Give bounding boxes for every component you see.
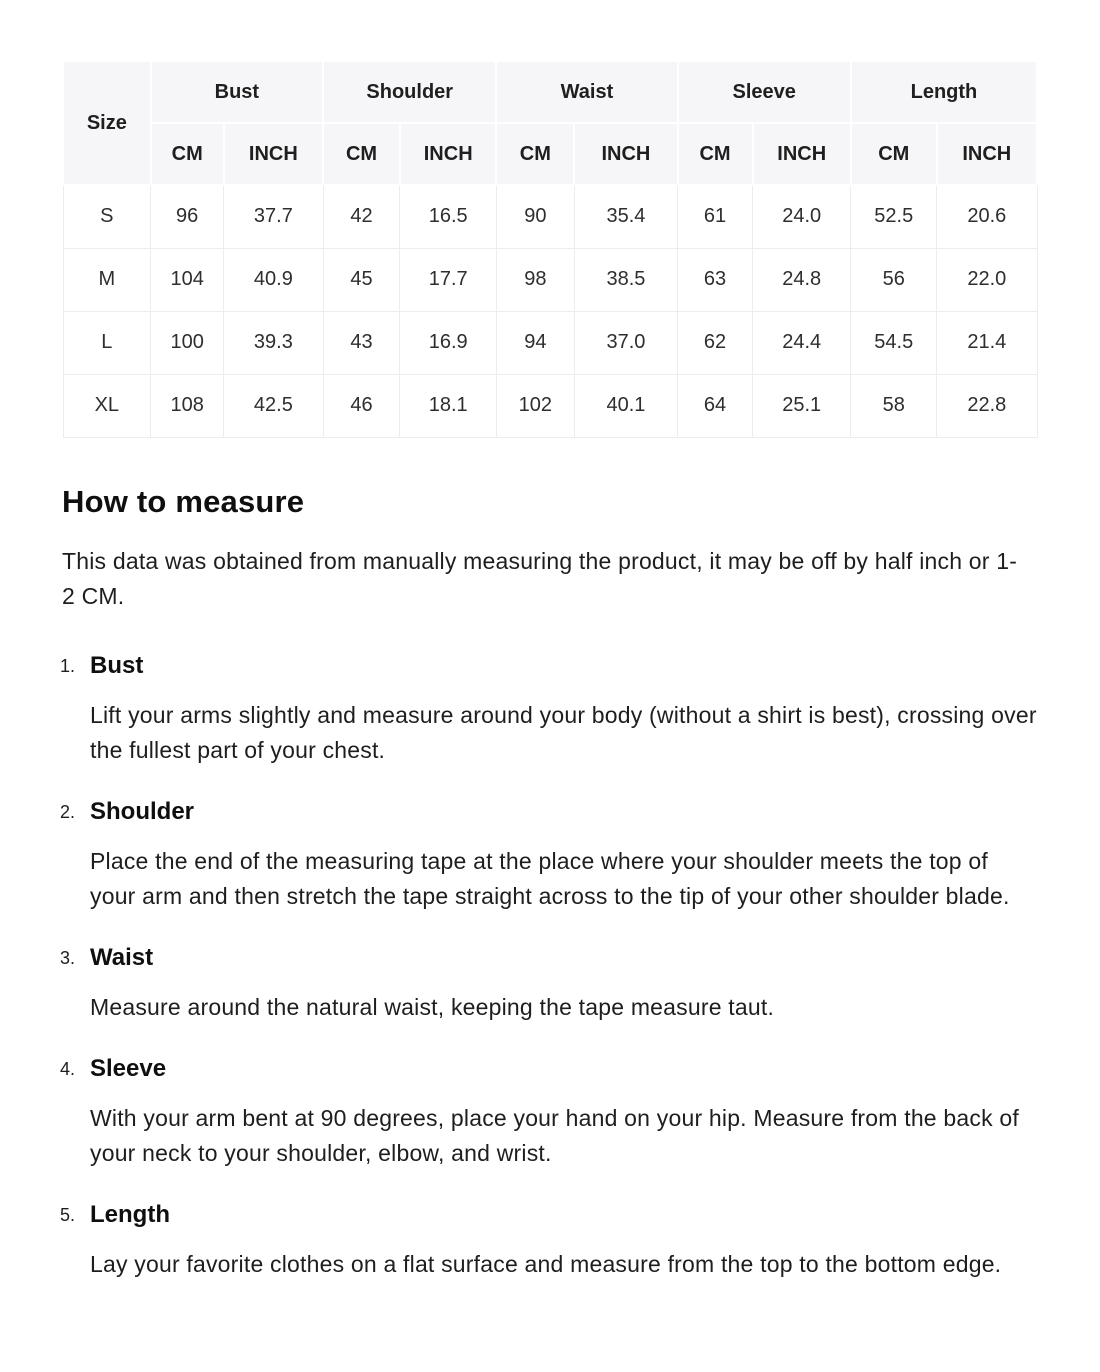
value-cell: 38.5: [574, 248, 677, 311]
unit-header-waist-inch: INCH: [574, 123, 677, 185]
size-chart-table: [62, 60, 1038, 438]
value-cell: 104: [151, 248, 224, 311]
value-cell: 37.7: [224, 185, 323, 248]
group-header-shoulder: Shoulder: [323, 61, 496, 123]
step-term: Bust: [90, 651, 144, 679]
unit-header-sleeve-inch: INCH: [753, 123, 851, 185]
step-description: Lay your favorite clothes on a flat surface and measure from the top to the bottom edge.: [90, 1250, 1002, 1277]
value-cell: 63: [678, 248, 753, 311]
group-header-length: Length: [851, 61, 1037, 123]
table-row-l: [63, 311, 1037, 374]
unit-header-waist-cm: CM: [496, 123, 574, 185]
size-column-header: Size: [63, 61, 151, 185]
value-cell: 96: [151, 185, 224, 248]
step-description: Place the end of the measuring tape at the place where your shoulder meets the top of your arm and then stretch the tape straight across to the tip of your other shoulder blade.: [90, 847, 1010, 909]
value-cell: 24.8: [753, 248, 851, 311]
value-cell: 64: [678, 374, 753, 437]
value-cell: 54.5: [851, 311, 937, 374]
value-cell: 108: [151, 374, 224, 437]
value-cell: 17.7: [400, 248, 496, 311]
intro-text: This data was obtained from manually measuring the product, it may be off by half inch or 1-2 CM.: [62, 547, 1018, 609]
unit-header-shoulder-inch: INCH: [400, 123, 496, 185]
unit-header-bust-inch: INCH: [224, 123, 323, 185]
step-term: Waist: [90, 943, 154, 971]
value-cell: 61: [678, 185, 753, 248]
step-item-waist: [90, 944, 1038, 1025]
size-chart-header: [63, 61, 1037, 185]
value-cell: 62: [678, 311, 753, 374]
group-header-sleeve: Sleeve: [678, 61, 851, 123]
step-item-shoulder: [90, 798, 1038, 914]
value-cell: 43: [323, 311, 400, 374]
value-cell: 58: [851, 374, 937, 437]
step-term: Shoulder: [90, 797, 195, 825]
value-cell: 45: [323, 248, 400, 311]
table-row-m: [63, 248, 1037, 311]
value-cell: 21.4: [937, 311, 1037, 374]
step-term: Length: [90, 1200, 170, 1228]
step-description: Lift your arms slightly and measure around your body (without a shirt is best), crossing over the fullest part of your chest.: [90, 701, 1037, 763]
size-cell: L: [63, 311, 151, 374]
value-cell: 42.5: [224, 374, 323, 437]
step-description: Measure around the natural waist, keeping the tape measure taut.: [90, 993, 775, 1020]
value-cell: 39.3: [224, 311, 323, 374]
value-cell: 100: [151, 311, 224, 374]
value-cell: 20.6: [937, 185, 1037, 248]
value-cell: 40.1: [574, 374, 677, 437]
value-cell: 46: [323, 374, 400, 437]
table-row-s: [63, 185, 1037, 248]
value-cell: 94: [496, 311, 574, 374]
group-header-row: [63, 61, 1037, 123]
value-cell: 102: [496, 374, 574, 437]
unit-header-shoulder-cm: CM: [323, 123, 400, 185]
size-cell: S: [63, 185, 151, 248]
size-cell: M: [63, 248, 151, 311]
value-cell: 98: [496, 248, 574, 311]
step-item-bust: [90, 652, 1038, 768]
value-cell: 42: [323, 185, 400, 248]
table-row-xl: [63, 374, 1037, 437]
group-header-bust: Bust: [151, 61, 323, 123]
value-cell: 16.5: [400, 185, 496, 248]
size-chart-body: [63, 185, 1037, 437]
measure-steps-list: [62, 652, 1038, 1282]
value-cell: 52.5: [851, 185, 937, 248]
value-cell: 24.4: [753, 311, 851, 374]
value-cell: 16.9: [400, 311, 496, 374]
size-cell: XL: [63, 374, 151, 437]
unit-header-bust-cm: CM: [151, 123, 224, 185]
step-term: Sleeve: [90, 1054, 167, 1082]
group-header-waist: Waist: [496, 61, 677, 123]
value-cell: 22.0: [937, 248, 1037, 311]
value-cell: 37.0: [574, 311, 677, 374]
unit-header-sleeve-cm: CM: [678, 123, 753, 185]
step-item-length: [90, 1201, 1038, 1282]
value-cell: 22.8: [937, 374, 1037, 437]
unit-header-row: [63, 123, 1037, 185]
step-item-sleeve: [90, 1055, 1038, 1171]
unit-header-length-cm: CM: [851, 123, 937, 185]
step-description: With your arm bent at 90 degrees, place your hand on your hip. Measure from the back of your neck to your shoulder, elbow, and wrist.: [90, 1104, 1019, 1166]
value-cell: 56: [851, 248, 937, 311]
value-cell: 24.0: [753, 185, 851, 248]
value-cell: 25.1: [753, 374, 851, 437]
unit-header-length-inch: INCH: [937, 123, 1037, 185]
value-cell: 35.4: [574, 185, 677, 248]
how-to-measure-title: How to measure: [62, 483, 305, 519]
value-cell: 40.9: [224, 248, 323, 311]
value-cell: 18.1: [400, 374, 496, 437]
value-cell: 90: [496, 185, 574, 248]
